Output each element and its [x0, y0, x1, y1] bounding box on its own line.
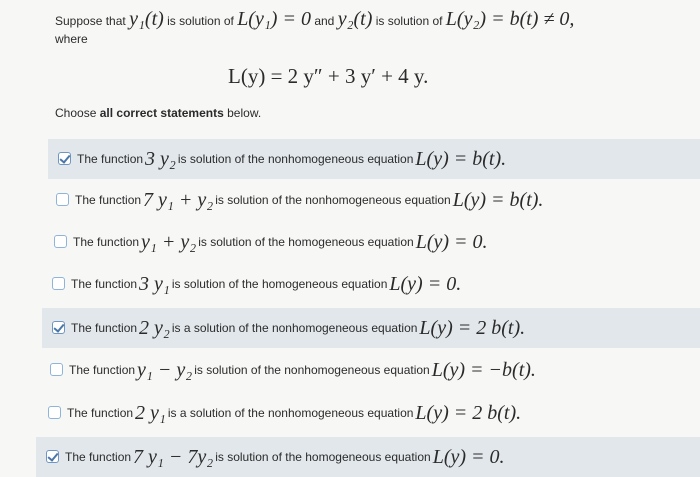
- option-8[interactable]: [36, 437, 700, 477]
- option-middle: is a solution of the nonhomogeneous equation: [171, 321, 418, 335]
- checkbox-checked[interactable]: [46, 450, 59, 463]
- option-function: 7 y₁ + y₂: [143, 188, 214, 211]
- question-intro: [55, 10, 574, 48]
- option-function: 2 y₁: [135, 401, 166, 424]
- y2-symbol: y₂(t): [337, 8, 373, 30]
- checkbox-checked[interactable]: [52, 321, 65, 334]
- nonhomogeneous-condition: L(y₂) = b(t) ≠ 0,: [445, 8, 575, 30]
- option-function: y₁ − y₂: [137, 358, 193, 381]
- option-prefix: The function: [67, 406, 134, 420]
- checkbox[interactable]: [54, 235, 67, 248]
- y1-symbol: y₁(t): [129, 8, 164, 30]
- intro-text-3: and: [314, 14, 335, 28]
- option-4[interactable]: [42, 264, 700, 304]
- option-equation: L(y) = 2 b(t).: [419, 316, 526, 339]
- option-prefix: The function: [71, 321, 138, 335]
- instruction-suffix: below.: [227, 106, 262, 120]
- option-equation: L(y) = b(t).: [415, 147, 507, 170]
- option-middle: is solution of the homogeneous equation: [215, 450, 431, 464]
- instruction-bold: all correct statements: [99, 106, 224, 120]
- option-equation: L(y) = 2 b(t).: [415, 401, 522, 424]
- option-middle: is solution of the nonhomogeneous equation: [215, 193, 451, 207]
- checkbox[interactable]: [48, 406, 61, 419]
- option-prefix: The function: [75, 193, 142, 207]
- option-prefix: The function: [77, 152, 144, 166]
- option-1[interactable]: [48, 139, 700, 179]
- intro-text-1: Suppose that: [55, 14, 126, 28]
- checkbox[interactable]: [50, 363, 63, 376]
- option-equation: L(y) = −b(t).: [431, 358, 536, 381]
- option-5[interactable]: [42, 308, 700, 348]
- instruction: [55, 106, 261, 120]
- option-prefix: The function: [73, 235, 140, 249]
- intro-text-4: is solution of: [375, 14, 443, 28]
- option-function: 3 y₂: [145, 147, 176, 170]
- option-function: 3 y₁: [139, 272, 170, 295]
- option-equation: L(y) = 0.: [389, 272, 462, 295]
- option-equation: L(y) = 0.: [432, 445, 505, 468]
- option-7[interactable]: [38, 393, 700, 433]
- checkbox[interactable]: [52, 277, 65, 290]
- option-6[interactable]: [40, 350, 700, 390]
- option-equation: L(y) = 0.: [415, 230, 488, 253]
- where-text: where: [55, 32, 88, 46]
- option-middle: is solution of the nonhomogeneous equation: [194, 363, 430, 377]
- intro-text-2: is solution of: [167, 14, 234, 28]
- option-middle: is a solution of the nonhomogeneous equation: [167, 406, 414, 420]
- option-function: y₁ + y₂: [141, 230, 197, 253]
- checkbox-checked[interactable]: [58, 152, 71, 165]
- option-prefix: The function: [69, 363, 136, 377]
- option-function: 2 y₂: [139, 316, 170, 339]
- option-middle: is solution of the homogeneous equation: [198, 235, 414, 249]
- option-3[interactable]: [44, 222, 700, 262]
- option-middle: is solution of the homogeneous equation: [171, 277, 388, 291]
- option-2[interactable]: [46, 180, 700, 220]
- option-function: 7 y₁ − 7y₂: [133, 445, 214, 468]
- checkbox[interactable]: [56, 193, 69, 206]
- operator-definition: L(y) = 2 y″ + 3 y′ + 4 y.: [228, 64, 429, 88]
- homogeneous-condition: L(y₁) = 0: [237, 8, 311, 30]
- instruction-prefix: Choose: [55, 106, 97, 120]
- option-equation: L(y) = b(t).: [452, 188, 544, 211]
- option-prefix: The function: [71, 277, 138, 291]
- option-middle: is solution of the nonhomogeneous equation: [177, 152, 414, 166]
- option-prefix: The function: [65, 450, 132, 464]
